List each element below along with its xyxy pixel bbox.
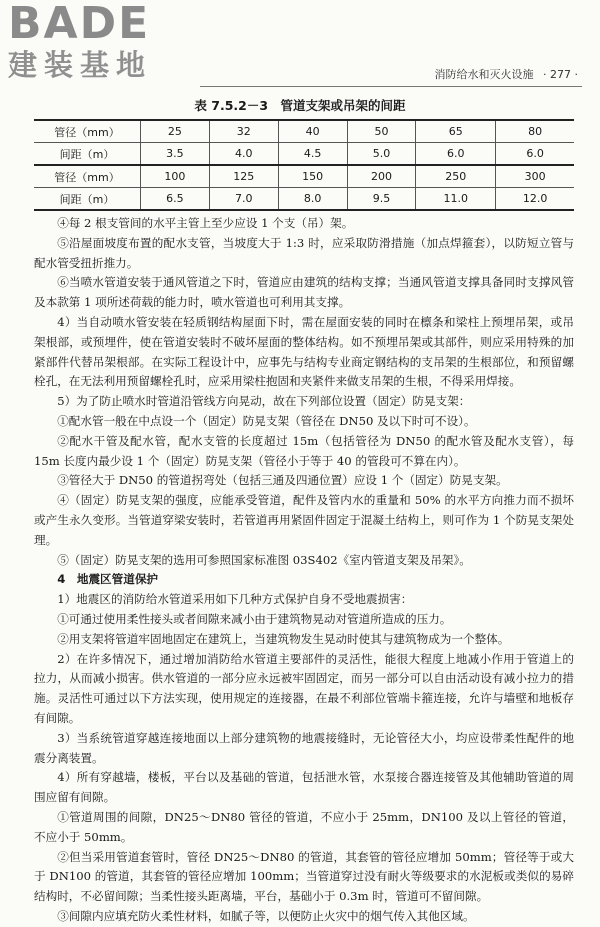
table-cell: 40	[278, 120, 347, 143]
section-title: 消防给水和灭火设施	[434, 68, 534, 81]
paragraph: ②配水干管及配水管，配水支管的长度超过 15m（包括管径为 DN50 的配水管及配水支管），每 15m 长度内最少设 1 个（固定）防晃支架（管径小于等于 40 的管段可不算在内）。	[34, 433, 574, 468]
table-cell: 100	[141, 165, 210, 188]
table-cell: 200	[347, 165, 416, 188]
paragraph: ①可通过使用柔性接头或者间隙来减小由于建筑物晃动对管道所造成的压力。	[57, 611, 452, 626]
table-row	[34, 143, 574, 166]
row-label: 间距（m）	[34, 188, 141, 211]
table-cell: 7.0	[209, 188, 278, 211]
row-label: 管径（mm）	[34, 165, 141, 188]
paragraph: ③管径大于 DN50 的管道拐弯处（包括三通及四通位置）应设 1 个（固定）防晃支架。	[57, 473, 508, 488]
table-cell: 65	[416, 120, 496, 143]
paragraph: 3）当系统管道穿越连接地面以上部分建筑物的地震接缝时，无论管径大小，均应设带柔性配件的地震分离装置。	[34, 730, 574, 765]
section-heading: 4 地震区管道保护	[57, 572, 159, 587]
paragraph: ①管道周围的间隙，DN25～DN80 管径的管道，不应小于 25mm，DN100 及以上管径的管道，不应小于 50mm。	[34, 809, 574, 844]
paragraph: ⑥当喷水管道安装于通风管道之下时，管道应由建筑的结构支撑；当通风管道支撑具备同时支撑风管及本款第 1 项所述荷载的能力时，喷水管道也可利用其支撑。	[34, 275, 574, 310]
table-cell: 8.0	[278, 188, 347, 211]
paragraph: 4）当自动喷水管安装在轻质钢结构屋面下时，需在屋面安装的同时在檩条和梁柱上预埋吊架，或吊架根部，或预埋件，使在管道安装时不破坏屋面的整体结构。如不预埋吊架或其部件，则应采用特殊的加紧部件代替吊架根部。在实际工程设计中，应事先与结构专业商定钢结构的支吊架的生根部位，和预留螺栓孔，在无法利用预留螺栓孔时，应采用梁柱抱固和夹紧件来做支吊架的生根，不得采用焊接。	[34, 314, 574, 389]
table-cell: 25	[141, 120, 210, 143]
table-cell: 5.0	[347, 143, 416, 166]
logo-wordmark: BADE	[8, 0, 151, 49]
table-cell: 12.0	[496, 188, 574, 211]
table-cell: 3.5	[141, 143, 210, 166]
paragraph: 4）所有穿越墙，楼板，平台以及基础的管道，包括泄水管，水泵接合器连接管及其他辅助管道的周围应留有间隙。	[34, 770, 574, 805]
table-cell: 80	[496, 120, 574, 143]
table-cell: 4.0	[209, 143, 278, 166]
paragraph: ③间隙内应填充防火柔性材料，如腻子等，以便防止火灾中的烟气传入其他区域。	[57, 908, 475, 923]
paragraph: ⑤（固定）防晃支架的选用可参照国家标准图 03S402《室内管道支架及吊架》。	[57, 552, 471, 567]
paragraph: 1）地震区的消防给水管道采用如下几种方式保护自身不受地震损害：	[57, 592, 413, 607]
table-cell: 6.0	[496, 143, 574, 166]
page-number: · 277 ·	[543, 68, 578, 81]
table-title: 表 7.5.2－3 管道支架或吊架的间距	[194, 98, 406, 113]
table-cell: 6.5	[141, 188, 210, 211]
table-cell: 6.0	[416, 143, 496, 166]
table-cell: 150	[278, 165, 347, 188]
table-cell: 32	[209, 120, 278, 143]
body-text	[34, 214, 574, 927]
table-cell: 11.0	[416, 188, 496, 211]
table-cell: 300	[496, 165, 574, 188]
logo-subtitle: 建装基地	[8, 48, 153, 82]
row-label: 管径（mm）	[34, 120, 141, 143]
table-row	[34, 188, 574, 211]
table-cell: 125	[209, 165, 278, 188]
table-row	[34, 165, 574, 188]
header-rule	[200, 86, 582, 87]
table-cell: 4.5	[278, 143, 347, 166]
paragraph: 5）为了防止喷水时管道沿管线方向晃动，故在下列部位设置（固定）防晃支架：	[57, 394, 471, 409]
table-cell: 50	[347, 120, 416, 143]
table-cell: 250	[416, 165, 496, 188]
paragraph: ①配水管一般在中点设一个（固定）防晃支架（管径在 DN50 及以下时可不设）。	[57, 413, 476, 428]
paragraph: ②但当采用管道套管时，管径 DN25～DN80 的管道，其套管的管径应增加 50mm；管径等于或大于 DN100 的管道，其套管的管径应增加 100mm；当管道穿过没有耐火等级要求的水泥板或类似的易碎结构时，不必留间隙；当柔性接头距离墙，平台，基础小于 0.3m 时，管道可不留间隙。	[34, 849, 574, 904]
table-cell: 9.5	[347, 188, 416, 211]
paragraph: ④每 2 根支管间的水平主管上至少应设 1 个支（吊）架。	[57, 216, 354, 230]
paragraph: 2）在许多情况下，通过增加消防给水管道主要部件的灵活性，能很大程度上地减小作用于管道上的拉力，从而减小损害。供水管道的一部分应永远被牢固固定，而另一部分可以自由活动设有减小拉力的措施。灵活性可通过以下方法实现，使用规定的连接器，在最不利部位管端卡箍连接，允许与墙壁和地板存有间隙。	[34, 651, 574, 725]
paragraph: ⑤沿屋面坡度布置的配水支管，当坡度大于 1:3 时，应采取防滑措施（加点焊箍套），以防短立管与配水管受扭折推力。	[34, 235, 574, 270]
running-head	[429, 66, 578, 82]
row-label: 间距（m）	[34, 143, 141, 166]
pipe-support-spacing-table	[34, 119, 574, 211]
logo	[8, 2, 183, 82]
table-row	[34, 120, 574, 143]
paragraph: ②用支架将管道牢固地固定在建筑上，当建筑物发生晃动时使其与建筑物成为一个整体。	[57, 631, 510, 646]
paragraph: ④（固定）防晃支架的强度，应能承受管道，配件及管内水的重量和 50% 的水平方向推力而不损坏或产生永久变形。当管道穿梁安装时，若管道再用紧固件固定于混凝土结构上，则可作为 1 个防晃支架处理。	[34, 493, 574, 547]
